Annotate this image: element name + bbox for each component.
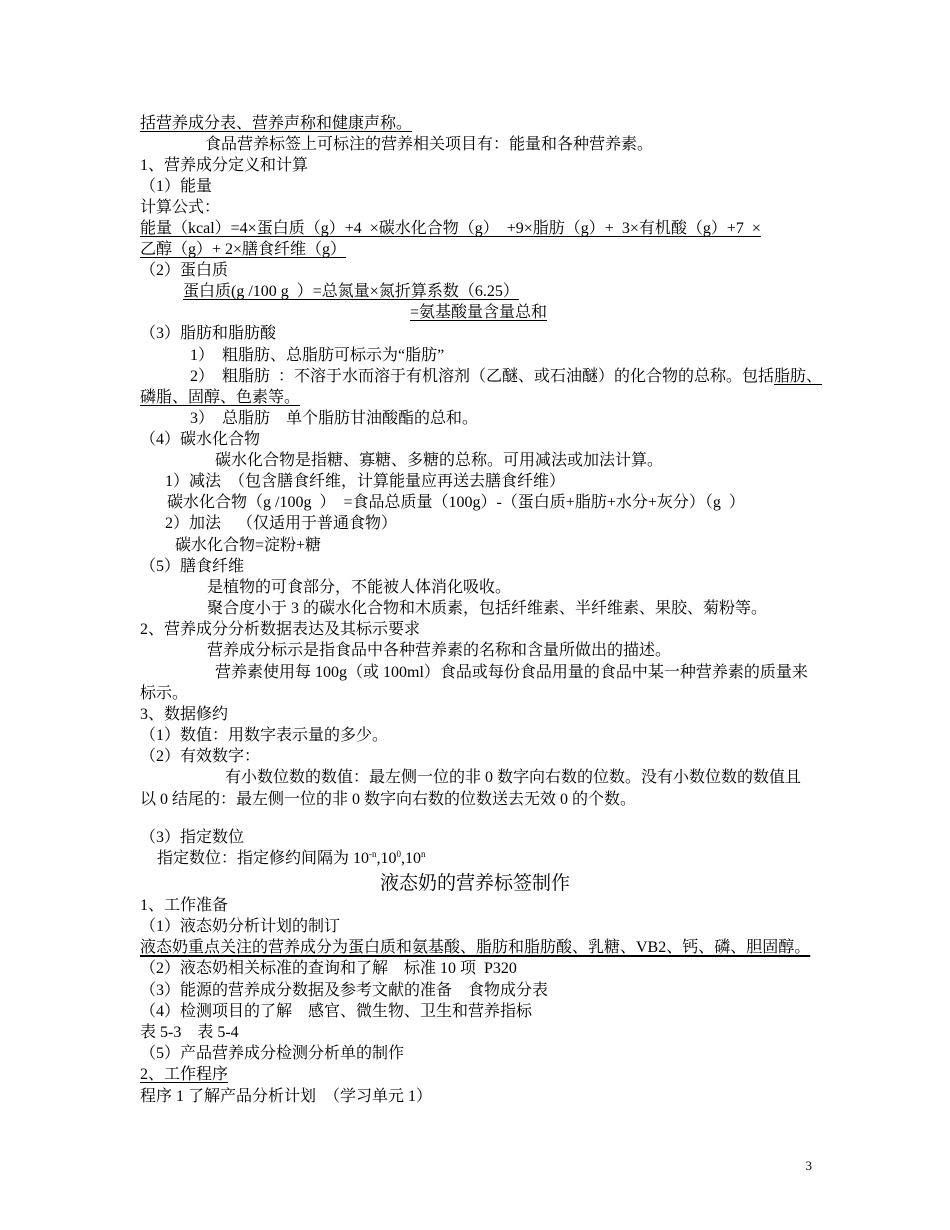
carb-subtraction-formula: 碳水化合物（g /100g ） =食品总质量（100g）-（蛋白质+脂肪+水分+灰分）（g ）	[167, 494, 745, 511]
s3-sig-line-1: 有小数位数的数值：最左侧一位的非 0 数字向右数的位数。没有小数位数的数值且	[225, 769, 802, 786]
formula-label: 计算公式：	[140, 199, 221, 216]
s2-line-1: 营养成分标示是指食品中各种营养素的名称和含量所做出的描述。	[207, 642, 672, 659]
page-number: 3	[805, 1158, 812, 1173]
milk-reference-data: （3）能源的营养成分数据及参考文献的准备 食物成分表	[140, 982, 549, 999]
section-heading-2: 2、营养成分分析数据表达及其标示要求	[140, 621, 421, 638]
fiber-line-2: 聚合度小于 3 的碳水化合物和木质素，包括纤维素、半纤维素、果胶、菊粉等。	[207, 600, 768, 617]
milk-procedure-heading-text: 2、工作程序	[140, 1066, 229, 1083]
protein-formula-text1: 蛋白质(g /100 g ）=总氮量×氮折算系数（6.25）	[183, 283, 519, 300]
place-term-exponent: -n	[369, 849, 377, 859]
protein-formula-line2	[410, 303, 547, 323]
s3-sig-heading: （2）有效数字：	[140, 748, 261, 765]
carb-definition: 碳水化合物是指糖、寡糖、多糖的总称。可用减法或加法计算。	[215, 452, 664, 469]
subheading-fat: （3）脂肪和脂肪酸	[140, 325, 277, 342]
place-term-base: 10	[405, 850, 422, 867]
place-separator: ,	[376, 850, 381, 867]
place-term-base: 10	[353, 850, 370, 867]
milk-test-items: （4）检测项目的了解 感官、微生物、卫生和营养指标	[140, 1003, 533, 1020]
intro-tail-text: 括营养成分表、营养声称和健康声称。	[140, 115, 413, 132]
milk-procedure-heading	[140, 1065, 228, 1085]
s3-value: （1）数值：用数字表示量的多少。	[140, 727, 389, 744]
place-term-exponent: n	[421, 849, 426, 859]
energy-formula-line1	[140, 219, 761, 239]
s3-place-line	[157, 849, 426, 869]
s2-line-2: 营养素使用每 100g（或 100ml）食品或每份食品用量的食品中某一种营养素的质量来	[215, 664, 808, 681]
milk-procedure-step-1: 程序 1 了解产品分析计划 （学习单元 1）	[140, 1088, 433, 1105]
milk-section-title: 液态奶的营养标签制作	[379, 873, 570, 894]
milk-prep-heading: 1、工作准备	[140, 897, 229, 914]
fat-item-1: 1） 粗脂肪、总脂肪可标示为“脂肪”	[190, 347, 445, 364]
energy-formula-line2	[140, 240, 346, 260]
milk-plan-focus	[140, 938, 810, 958]
milk-tables: 表 5-3 表 5-4	[140, 1024, 239, 1041]
fat-item-2-cont-text: 磷脂、固醇、色素等。	[140, 389, 301, 406]
fat-item-2-text: 2） 粗脂肪 ：不溶于水而溶于有机溶剂（乙醚、或石油醚）的化合物的总称。包括	[190, 368, 775, 385]
carb-addition-formula: 碳水化合物=淀粉+糖	[175, 537, 322, 554]
energy-formula-text1: 能量（kcal）=4×蛋白质（g）+4 ×碳水化合物（g） +9×脂肪（g）+ 3×有机酸（g）+7 ×	[140, 220, 761, 237]
subheading-fiber: （5）膳食纤维	[140, 558, 245, 575]
subheading-energy: （1）能量	[140, 178, 213, 195]
milk-plan-heading: （1）液态奶分析计划的制订	[140, 918, 341, 935]
carb-subtraction-label: 1）减法 （包含膳食纤维，计算能量应再送去膳食纤维）	[165, 473, 566, 490]
intro-note: 食品营养标签上可标注的营养相关项目有：能量和各种营养素。	[205, 136, 654, 153]
fat-item-2-underlined: 脂肪、	[774, 368, 823, 385]
s2-line-3: 标示。	[140, 685, 189, 702]
milk-analysis-sheet: （5）产品营养成分检测分析单的制作	[140, 1045, 405, 1062]
place-term-base: 10	[380, 850, 397, 867]
intro-tail	[140, 114, 412, 134]
milk-plan-focus-text: 液态奶重点关注的营养成分为蛋白质和氨基酸、脂肪和脂肪酸、乳糖、VB2、钙、磷、胆固醇。	[140, 939, 811, 956]
subheading-protein: （2）蛋白质	[140, 262, 229, 279]
fat-item-2-continuation	[140, 388, 300, 408]
place-prefix: 指定数位：指定修约间隔为	[157, 850, 354, 867]
s3-sig-line-2: 以 0 结尾的：最左侧一位的非 0 数字向右数的位数送去无效 0 的个数。	[140, 791, 637, 808]
protein-formula-line1	[183, 282, 519, 302]
fat-item-3: 3） 总脂肪 单个脂肪甘油酸酯的总和。	[190, 410, 479, 427]
s3-place-heading: （3）指定数位	[140, 829, 245, 846]
fat-item-2	[190, 367, 822, 387]
section-heading-3: 3、数据修约	[140, 706, 229, 723]
energy-formula-text2: 乙醇（g）+ 2×膳食纤维（g）	[140, 241, 347, 258]
fiber-line-1: 是植物的可食部分，不能被人体消化吸收。	[207, 579, 512, 596]
subheading-carbohydrate: （4）碳水化合物	[140, 431, 261, 448]
place-separator: ,	[401, 850, 406, 867]
section-heading-1: 1、营养成分定义和计算	[140, 157, 309, 174]
carb-addition-label: 2）加法 （仅适用于普通食物）	[165, 515, 398, 532]
place-term-exponent: 0	[396, 849, 402, 859]
protein-formula-text2: =氨基酸量含量总和	[410, 304, 548, 321]
milk-standards: （2）液态奶相关标准的查询和了解 标准 10 项 P320	[140, 960, 517, 977]
